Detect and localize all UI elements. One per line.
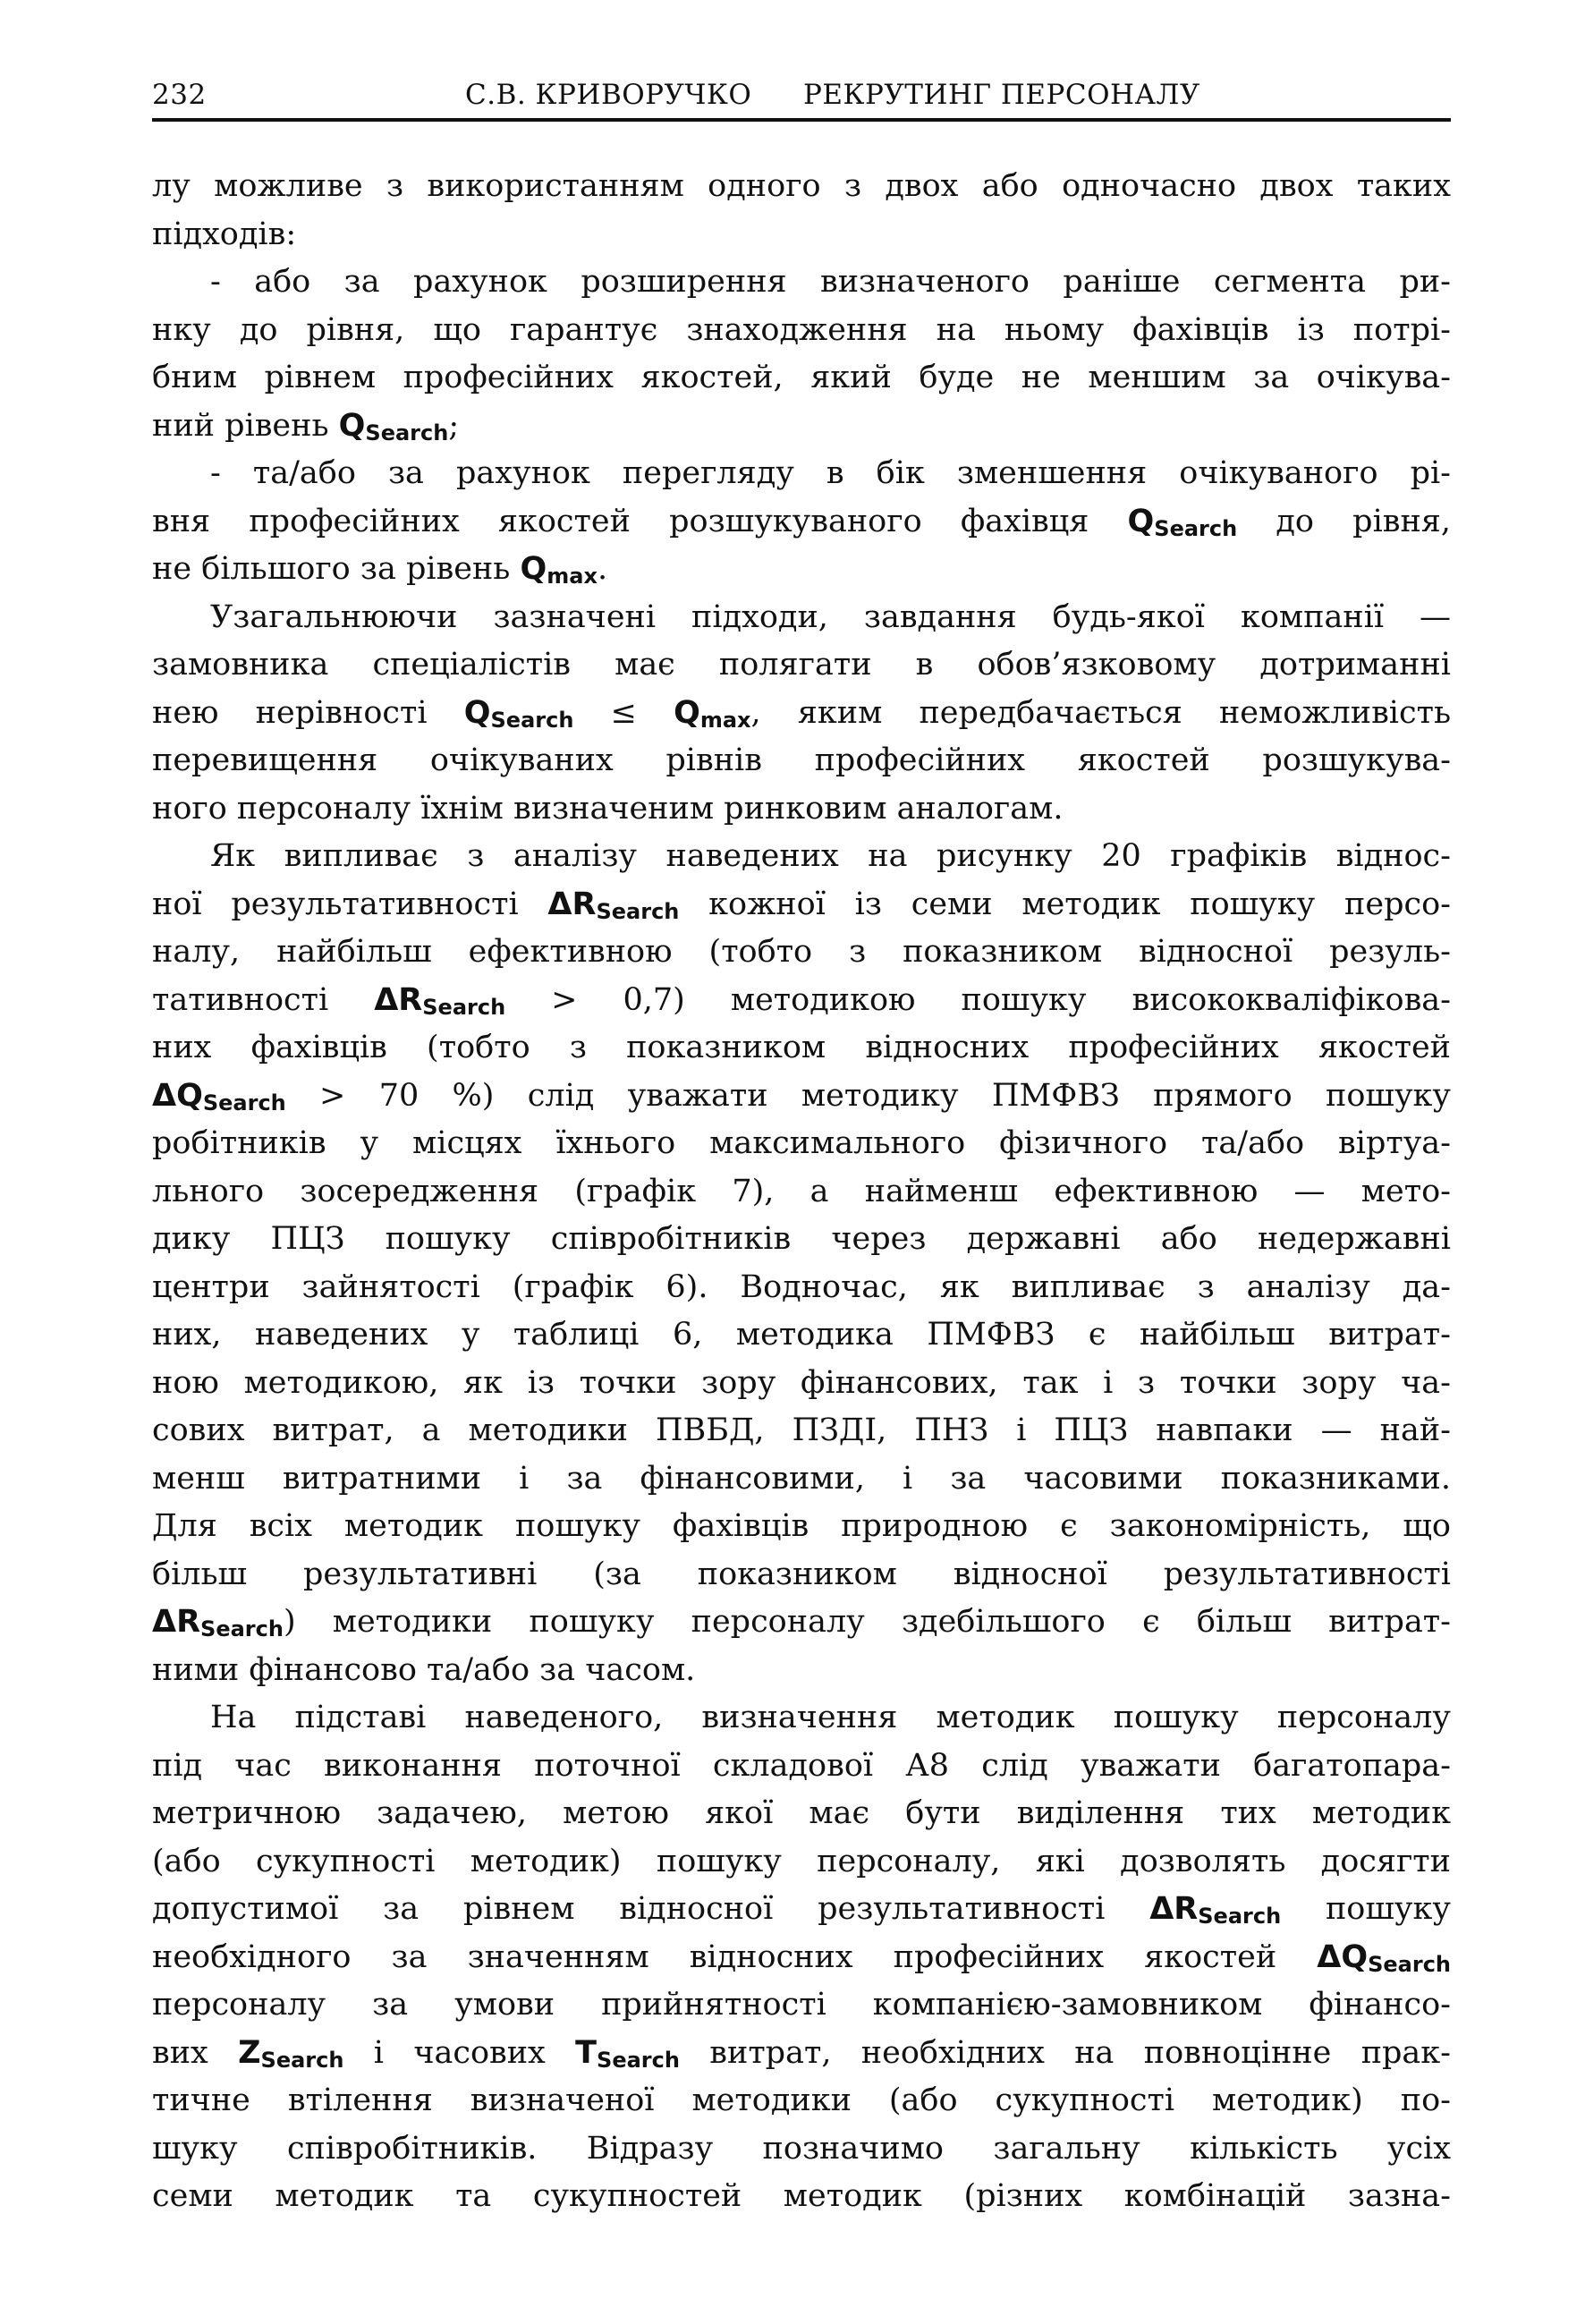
max-subscript: max bbox=[699, 707, 751, 733]
q-symbol: Q bbox=[463, 694, 491, 731]
text-line: льного зосередження (графік 7), а найменш ефективною — мето- bbox=[152, 1173, 1451, 1209]
text-line: Узагальнюючи зазначені підходи, завдання будь-якої компанії — bbox=[210, 598, 1451, 635]
delta-r-symbol: ΔR bbox=[547, 886, 597, 922]
text-line: не більшого за рівень $Q_{max}$. bbox=[152, 551, 608, 589]
text-line: робітників у місцях їхнього максимального фізичного та/або віртуа- bbox=[152, 1125, 1451, 1161]
z-symbol: Z bbox=[238, 2034, 261, 2071]
delta-r-symbol: ΔR bbox=[152, 1604, 201, 1640]
text-line: метричною задачею, метою якої має бути виділення тих методик bbox=[152, 1795, 1451, 1831]
text-line: бним рівнем професійних якостей, який буде не меншим за очікува- bbox=[152, 360, 1451, 395]
search-subscript: Search bbox=[490, 707, 574, 733]
search-subscript: Search bbox=[596, 898, 680, 924]
text-line: них фахівців (тобто з показником відносних професійних якостей bbox=[152, 1030, 1451, 1065]
text-line: шуку співробітників. Відразу позначимо загальну кількість усіх bbox=[152, 2130, 1451, 2167]
text-line: вня професійних якостей розшукуваного фахівця $Q_{Search}$ до рівня, bbox=[152, 503, 1452, 541]
delta-q-symbol: ΔQ bbox=[1317, 1938, 1369, 1975]
text-line: налу, найбільш ефективною (тобто з показником відносної резуль- bbox=[152, 934, 1451, 970]
text-line: нею нерівності $Q_{Search} \le Q_{max}$, яким передбачається неможливість bbox=[152, 694, 1451, 733]
text-line: тичне втілення визначеної методики (або сукупності методик) по- bbox=[152, 2082, 1451, 2118]
text-line: допустимої за рівнем відносної результативності $\Delta R_{Search}$ пошуку bbox=[152, 1891, 1451, 1929]
text-line: вих $Z_{Search}$ і часових $T_{Search}$ витрат, необхідних на повноцінне прак- bbox=[152, 2034, 1451, 2073]
search-subscript: Search bbox=[260, 2047, 344, 2073]
text-line: ний рівень $Q_{Search}$; bbox=[152, 407, 460, 445]
list-item-line: - та/або за рахунок перегляду в бік зменшення очікуваного рі- bbox=[210, 455, 1451, 491]
text-line: нку до рівня, що гарантує знаходження на ньому фахівців із потрі- bbox=[152, 311, 1451, 348]
page-number: 232 bbox=[152, 79, 207, 111]
text-line: підходів: bbox=[152, 216, 297, 252]
book-title: РЕКРУТИНГ ПЕРСОНАЛУ bbox=[803, 79, 1200, 111]
text-line: сових витрат, а методики ПВБД, ПЗДІ, ПНЗ і ПЦЗ навпаки — най- bbox=[152, 1412, 1451, 1448]
delta-r-symbol: ΔR bbox=[374, 981, 423, 1018]
search-subscript: Search bbox=[1368, 1951, 1451, 1977]
delta-q-symbol: ΔQ bbox=[152, 1077, 203, 1114]
text-line: $\Delta R_{Search}$) методики пошуку персоналу здебільшого є більш витрат- bbox=[152, 1604, 1451, 1641]
body-text bbox=[152, 163, 1451, 2221]
text-line: $\Delta Q_{Search} > 70$ %) слід уважати методику ПМФВЗ прямого пошуку bbox=[152, 1077, 1451, 1115]
search-subscript: Search bbox=[1198, 1904, 1282, 1929]
text-line: центри зайнятості (графік 6). Водночас, як випливає з аналізу да- bbox=[152, 1268, 1451, 1305]
text-line: замовника спеціалістів має полягати в обов’язковому дотриманні bbox=[152, 647, 1451, 683]
text-line: перевищення очікуваних рівнів професійних якостей розшукува- bbox=[152, 742, 1451, 778]
text-line: більш результативні (за показником відносної результативності bbox=[152, 1556, 1451, 1592]
list-item-line: - або за рахунок розширення визначеного раніше сегмента ри- bbox=[210, 264, 1451, 300]
text-line: необхідного за значенням відносних професійних якостей $\Delta Q_{Search}$ bbox=[152, 1938, 1451, 1977]
text-line: семи методик та сукупностей методик (різних комбінацій зазна- bbox=[152, 2178, 1451, 2214]
q-symbol: Q bbox=[338, 407, 366, 444]
text-line: Для всіх методик пошуку фахівців природною є закономірність, що bbox=[152, 1508, 1451, 1544]
q-symbol: Q bbox=[520, 551, 547, 587]
text-line: під час виконання поточної складової А8 слід уважати багатопара- bbox=[152, 1747, 1451, 1784]
search-subscript: Search bbox=[200, 1616, 284, 1641]
book-page bbox=[152, 63, 1451, 2221]
search-subscript: Search bbox=[202, 1090, 286, 1115]
text-line: менш витратними і за фінансовими, і за часовими показниками. bbox=[152, 1460, 1451, 1497]
text-line: На підставі наведеного, визначення методик пошуку персоналу bbox=[210, 1700, 1451, 1735]
q-symbol: Q bbox=[674, 694, 700, 731]
text-line: Як випливає з аналізу наведених на рисунку 20 графіків віднос- bbox=[210, 838, 1451, 874]
running-header bbox=[152, 63, 1451, 122]
text-line: лу можливе з використанням одного з двох або одночасно двох таких bbox=[152, 168, 1451, 204]
text-line: персоналу за умови прийнятності компанією-замовником фінансо- bbox=[152, 1987, 1451, 2023]
q-symbol: Q bbox=[1127, 503, 1155, 539]
search-subscript: Search bbox=[365, 420, 449, 445]
delta-r-symbol: ΔR bbox=[1149, 1891, 1199, 1927]
text-line: ними фінансово та/або за часом. bbox=[152, 1651, 696, 1688]
author-name: С.В. КРИВОРУЧКО bbox=[465, 79, 752, 111]
text-line: ною методикою, як із точки зору фінансових, так і з точки зору ча- bbox=[152, 1364, 1451, 1401]
text-line: них, наведених у таблиці 6, методика ПМФВЗ є найбільш витрат- bbox=[152, 1317, 1451, 1353]
search-subscript: Search bbox=[1154, 515, 1238, 541]
text-line: ного персоналу їхнім визначеним ринковим аналогам. bbox=[152, 790, 1064, 827]
text-line: ної результативності $\Delta R_{Search}$ кожної із семи методик пошуку персо- bbox=[152, 886, 1451, 924]
t-symbol: T bbox=[575, 2034, 598, 2071]
text-line: тативності $\Delta R_{Search} > 0,7$) методикою пошуку висококваліфікова- bbox=[152, 981, 1451, 1020]
text-line: дику ПЦЗ пошуку співробітників через державні або недержавні bbox=[152, 1221, 1451, 1257]
search-subscript: Search bbox=[597, 2047, 680, 2073]
max-subscript: max bbox=[547, 564, 598, 589]
search-subscript: Search bbox=[422, 994, 506, 1020]
text-line: (або сукупності методик) пошуку персоналу, які дозволять досягти bbox=[152, 1843, 1451, 1879]
